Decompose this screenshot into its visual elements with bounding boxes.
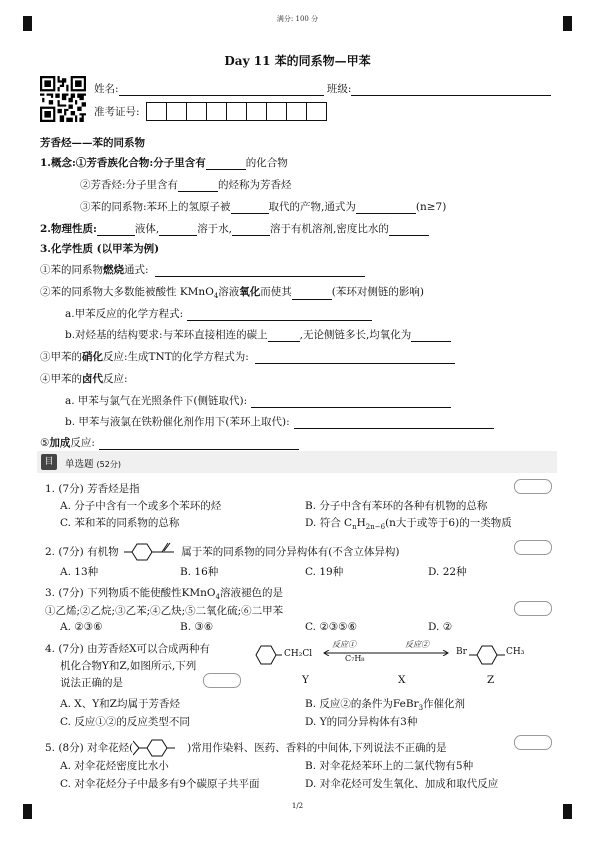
blank[interactable]	[159, 225, 197, 236]
text: ②芳香烃:分子里含有	[80, 179, 179, 191]
id-box[interactable]	[186, 102, 207, 121]
text: )常用作染料、医药、香料的中间体,下列说法不正确的是	[187, 742, 447, 754]
blank[interactable]	[294, 418, 494, 429]
id-box[interactable]	[286, 102, 307, 121]
q2-option-b[interactable]: B. 16种	[180, 566, 219, 578]
text: ⑤	[40, 437, 50, 449]
q4-answer-box[interactable]	[203, 673, 241, 688]
q5-option-d[interactable]: D. 对伞花烃可发生氧化、加成和取代反应	[305, 778, 499, 790]
text: 卤代	[82, 373, 103, 385]
concept-line-2	[80, 177, 292, 192]
q1-answer-box[interactable]	[514, 479, 552, 494]
id-box[interactable]	[306, 102, 327, 121]
q1-stem: 1. (7分) 芳香烃是指	[45, 483, 140, 495]
q4-option-d[interactable]: D. Y的同分异构体有3种	[305, 716, 418, 728]
z-methyl-label: CH₃	[506, 647, 525, 657]
text: b. 甲苯与液氯在铁粉催化剂作用下(苯环上取代):	[65, 416, 290, 428]
z-bromo-label: Br	[456, 647, 467, 657]
name-field[interactable]	[119, 85, 324, 96]
oxidation-equation-line	[65, 306, 372, 321]
id-box[interactable]	[146, 102, 167, 121]
q3-option-b[interactable]: B. ③⑥	[180, 621, 214, 633]
chemical-properties-heading: 3.化学性质 (以甲苯为例)	[40, 243, 160, 255]
ring-substitution-line	[65, 414, 494, 429]
blank[interactable]	[178, 181, 218, 192]
blank[interactable]	[99, 439, 299, 450]
q4-stem-line3: 说法正确的是	[60, 677, 123, 689]
side-chain-substitution-line	[65, 393, 451, 408]
q5-option-b[interactable]: B. 对伞花烃苯环上的二氯代物有5种	[305, 760, 474, 772]
text: ②苯的同系物大多数能被酸性 KMnO	[40, 286, 214, 298]
class-field[interactable]	[351, 85, 551, 96]
blank[interactable]	[206, 159, 246, 170]
text: 的化合物	[245, 157, 288, 169]
addition-line	[40, 435, 299, 450]
concept-line-1	[40, 155, 288, 170]
id-box[interactable]	[246, 102, 267, 121]
page-title: Day 11 苯的同系物—甲苯	[224, 54, 371, 68]
x-formula: C₇H₈	[345, 654, 365, 663]
mc-section-bar	[37, 451, 557, 473]
text: ,无论侧链多长,均氧化为	[299, 329, 412, 341]
blank[interactable]	[231, 203, 269, 214]
blank[interactable]	[97, 225, 135, 236]
blank[interactable]	[187, 310, 372, 321]
blank[interactable]	[356, 203, 416, 214]
id-boxes[interactable]	[147, 102, 327, 121]
text: 氧化	[239, 286, 261, 298]
nitration-line	[40, 349, 455, 364]
text: 2. (7分) 有机物	[45, 546, 119, 558]
reaction-1-label: 反应①	[332, 640, 356, 649]
text: 的烃称为芳香烃	[218, 179, 292, 191]
q3-stem: 3. (7分) 下列物质不能使酸性KMnO$_4$溶液褪色的是	[45, 587, 284, 602]
text: 5. (8分) 对伞花烃(	[45, 742, 134, 754]
id-box[interactable]	[166, 102, 187, 121]
combustion-line	[40, 262, 365, 277]
q1-option-c[interactable]: C. 苯和苯的同系物的总称	[60, 517, 180, 529]
blank[interactable]	[251, 397, 451, 408]
q3-answer-box[interactable]	[514, 601, 552, 616]
text: 而使其	[260, 286, 292, 298]
text: 反应:	[103, 373, 128, 385]
q1-option-d[interactable]	[305, 515, 512, 531]
q3-option-c[interactable]: C. ②③⑤⑥	[305, 621, 357, 633]
q5-option-a[interactable]: A. 对伞花烃密度比水小	[60, 760, 169, 772]
section-icon: 目	[41, 454, 57, 470]
x-label: X	[398, 674, 406, 686]
text: 液体,	[134, 223, 160, 235]
text: (苯环对侧链的影响)	[331, 286, 424, 298]
id-box[interactable]	[226, 102, 247, 121]
id-box[interactable]	[266, 102, 287, 121]
text: a. 甲苯与氯气在光照条件下(侧链取代):	[65, 395, 248, 407]
text: 溶于水,	[197, 223, 233, 235]
text: 单选题	[65, 459, 94, 470]
q4-reaction-scheme	[250, 637, 555, 687]
text: H	[356, 517, 366, 529]
q1-option-a[interactable]: A. 分子中含有一个或多个苯环的烃	[60, 500, 222, 512]
total-score: 满分: 100 分	[276, 15, 319, 23]
q4-stem-line2: 机化合物Y和Z,如图所示,下列	[60, 660, 197, 672]
text: 溶于有机溶剂,密度比水的	[270, 223, 389, 235]
text: ①苯的同系物	[40, 264, 103, 276]
blank[interactable]	[232, 225, 270, 236]
q1-option-b[interactable]: B. 分子中含有苯环的各种有机物的总称	[305, 500, 488, 512]
oxidation-line: ②苯的同系物大多数能被酸性 KMnO$_4$溶液氧化而使其 (苯环对侧链的影响)	[40, 286, 424, 301]
text: 燃烧	[103, 264, 124, 276]
text: a.甲苯反应的化学方程式:	[65, 308, 184, 320]
q5-option-c[interactable]: C. 对伞花烃分子中最多有9个碳原子共平面	[60, 778, 260, 790]
q2-stem	[45, 541, 399, 563]
text: b.对烃基的结构要求:与苯环直接相连的碳上	[65, 329, 268, 341]
q4-option-c[interactable]: C. 反应①②的反应类型不同	[60, 716, 190, 728]
text: 硝化	[82, 351, 103, 363]
id-row	[94, 102, 327, 121]
id-box[interactable]	[206, 102, 227, 121]
text: 2n−6	[365, 523, 386, 532]
y-formula: CH₂Cl	[284, 649, 313, 659]
q2-answer-box[interactable]	[514, 540, 552, 555]
text: (n大于或等于6)的一类物质	[385, 517, 512, 529]
blank[interactable]	[389, 225, 429, 236]
text: 反应:生成TNT的化学方程式为:	[103, 351, 249, 363]
blank[interactable]	[268, 331, 300, 342]
blank[interactable]	[155, 266, 365, 277]
q3-option-d[interactable]: D. ②	[428, 621, 453, 633]
page-number: 1/2	[291, 802, 304, 810]
q4-option-a[interactable]: A. X、Y和Z均属于芳香烃	[60, 698, 180, 710]
text: ③甲苯的	[40, 351, 82, 363]
name-label: 姓名:	[94, 83, 119, 95]
p-cymene-icon	[133, 738, 187, 758]
text: 溶液褪色的是	[220, 587, 284, 599]
q2-option-a[interactable]: A. 13种	[60, 566, 99, 578]
text: 反应:	[70, 437, 95, 449]
text: 1.概念:①芳香族化合物:分子里含有	[40, 157, 206, 169]
q4-option-b[interactable]: B. 反应②的条件为FeBr$_3$作催化剂	[305, 698, 466, 713]
text: 3. (7分) 下列物质不能使酸性KMnO	[45, 587, 216, 599]
q3-option-a[interactable]: A. ②③⑥	[60, 621, 103, 633]
blank[interactable]	[292, 289, 332, 300]
mc-section-label	[65, 456, 121, 470]
text: 通式:	[124, 264, 149, 276]
id-label: 准考证号:	[94, 106, 140, 118]
text: 2.物理性质:	[40, 223, 97, 235]
text: ④甲苯的	[40, 373, 82, 385]
blank[interactable]	[411, 331, 451, 342]
text: (n≥7)	[415, 201, 447, 213]
text: n	[352, 523, 357, 532]
q2-molecule-icon	[122, 541, 178, 563]
text: ③苯的同系物:苯环上的氢原子被	[80, 201, 231, 213]
reaction-2-label: 反应②	[405, 640, 429, 649]
structure-requirement-line	[65, 327, 451, 342]
text: 溶液	[218, 286, 240, 298]
class-label: 班级:	[326, 83, 352, 95]
qr-code-icon	[40, 76, 86, 122]
arrow-right-icon	[380, 650, 450, 656]
q2-option-c[interactable]: C. 19种	[305, 566, 344, 578]
text: B. 反应②的条件为FeBr	[305, 698, 419, 710]
text: 属于苯的同系物的同分异构体有(不含立体异构)	[181, 546, 400, 558]
blank[interactable]	[255, 353, 455, 364]
q3-choices: ①乙烯;②乙烷;③乙苯;④乙炔;⑤二氧化硫;⑥二甲苯	[45, 605, 284, 617]
text: 作催化剂	[423, 698, 466, 710]
section-heading: 芳香烃——苯的同系物	[40, 137, 145, 149]
text: 取代的产物,通式为	[268, 201, 356, 213]
y-label: Y	[302, 674, 309, 686]
text: D. 符合 C	[305, 517, 353, 529]
q2-option-d[interactable]: D. 22种	[428, 566, 467, 578]
physical-properties-line	[40, 221, 429, 236]
q5-answer-box[interactable]	[514, 735, 552, 750]
concept-line-3	[80, 199, 446, 214]
q4-stem-line1: 4. (7分) 由芳香烃X可以合成两种有	[45, 643, 211, 655]
q5-stem	[45, 738, 447, 758]
text: (52分)	[96, 460, 121, 469]
name-row	[94, 81, 551, 96]
z-label: Z	[487, 674, 495, 686]
benzyl-chloride-ring-icon	[252, 641, 282, 669]
halogenation-line	[40, 371, 128, 386]
text: 加成	[49, 437, 71, 449]
